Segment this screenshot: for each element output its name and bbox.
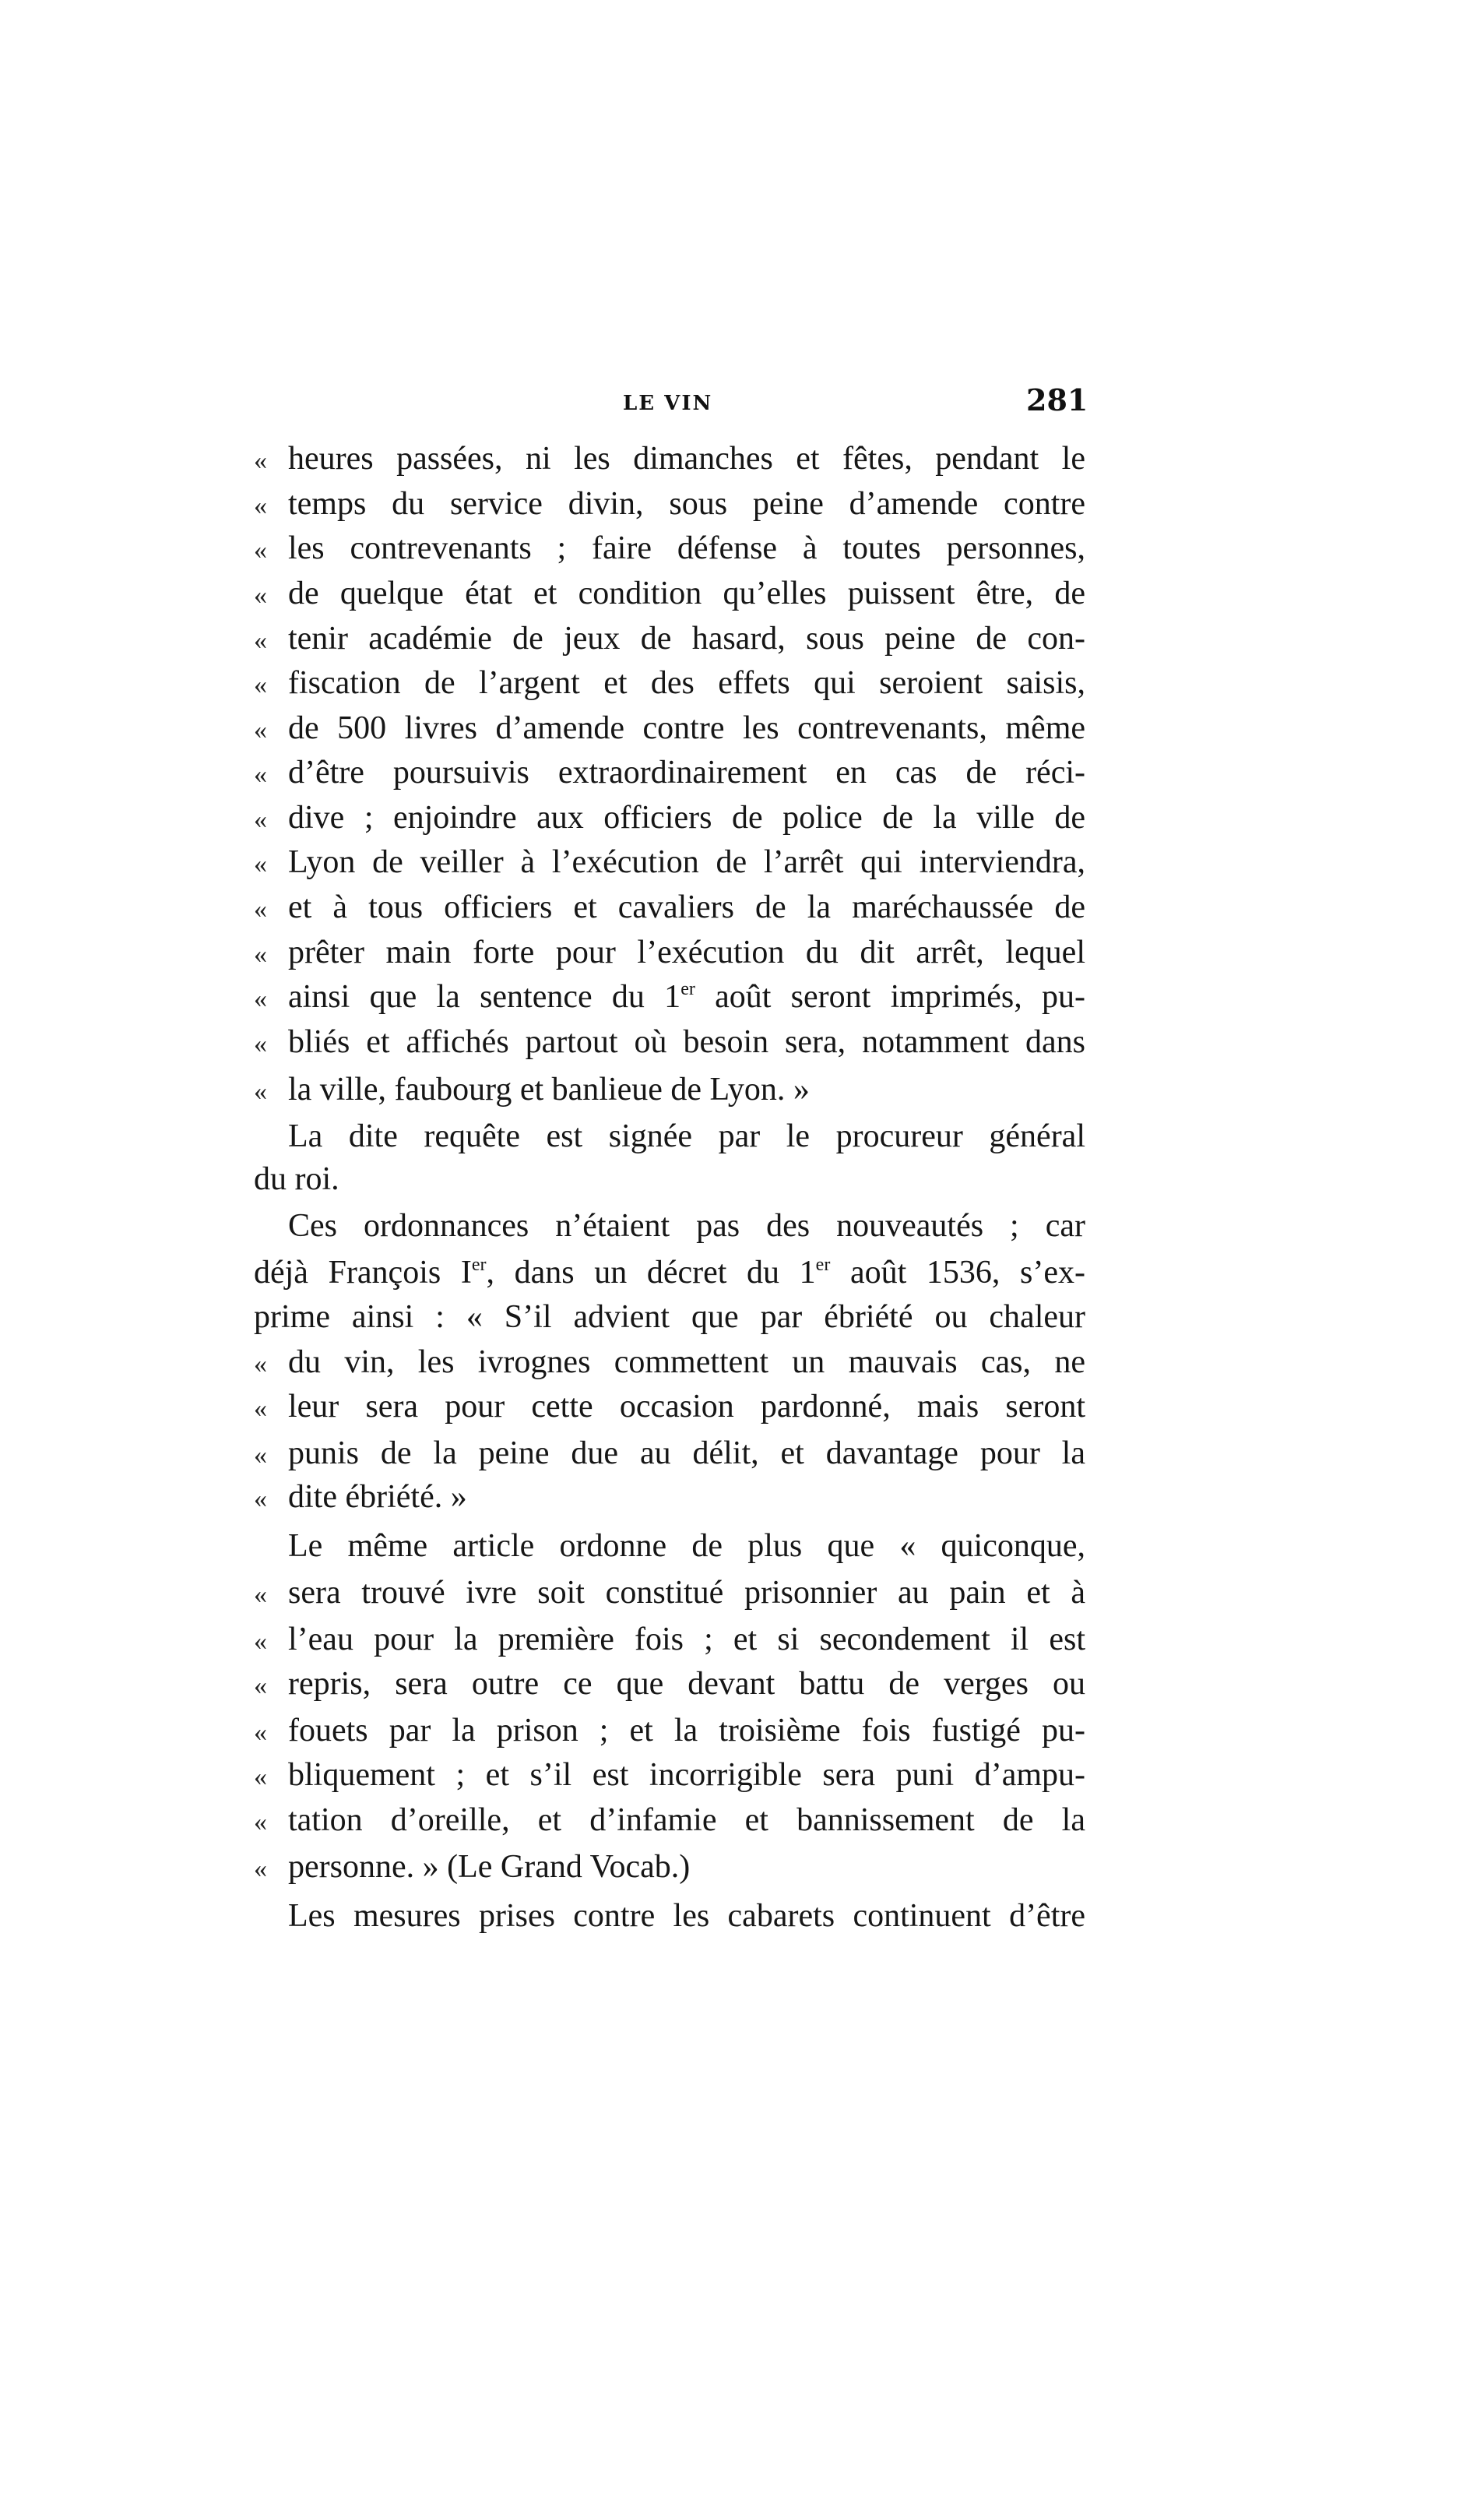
line-text	[254, 1157, 1085, 1202]
quote-marker: «	[254, 1394, 267, 1423]
line-text	[288, 571, 1085, 616]
running-head: LE VIN	[623, 392, 713, 415]
quote-marker: «	[254, 1077, 267, 1106]
quote-marker: «	[254, 716, 267, 745]
line-text	[288, 1708, 1085, 1753]
line-text	[254, 1250, 1085, 1295]
superscript: er	[680, 979, 695, 999]
text-segment: d’être poursuivis extraordinairement en cas de réci-	[288, 755, 1085, 791]
line-text	[288, 1114, 1085, 1159]
quote-marker: «	[254, 581, 267, 610]
text-segment: prêter main forte pour l’exécution du dit arrêt, lequel	[288, 935, 1085, 970]
line-text	[288, 974, 1085, 1020]
line-text	[288, 1431, 1085, 1476]
text-line	[254, 1203, 1085, 1248]
text-line	[254, 974, 1085, 1020]
text-segment: punis de la peine due au délit, et davantage pour la	[288, 1435, 1085, 1471]
text-line	[254, 1250, 1085, 1295]
quote-marker: «	[254, 1808, 267, 1837]
text-segment: dite ébriété. »	[288, 1479, 467, 1515]
text-segment: la ville, faubourg et banlieue de Lyon. »	[288, 1072, 810, 1108]
quote-marker: «	[254, 1854, 267, 1883]
text-line	[254, 571, 1085, 616]
line-text	[254, 1294, 1085, 1340]
quote-marker: «	[254, 760, 267, 789]
quote-marker: «	[254, 491, 267, 520]
page-number: 281	[1026, 382, 1088, 417]
text-line	[254, 1340, 1085, 1385]
line-text	[288, 1067, 1085, 1112]
quote-marker: «	[254, 1763, 267, 1791]
text-line	[254, 1844, 1085, 1889]
line-text	[288, 706, 1085, 751]
line-text	[288, 1844, 1085, 1889]
text-segment: bliquement ; et s’il est incorrigible sera puni d’ampu-	[288, 1757, 1085, 1793]
text-segment: leur sera pour cette occasion pardonné, mais seront	[288, 1389, 1085, 1425]
quote-marker: «	[254, 1580, 267, 1609]
text-line	[254, 1114, 1085, 1159]
text-line	[254, 1570, 1085, 1615]
line-text	[288, 1893, 1085, 1939]
line-text	[288, 1523, 1085, 1569]
text-segment: tation d’oreille, et d’infamie et bannissement de la	[288, 1802, 1085, 1838]
text-line	[254, 436, 1085, 481]
superscript: er	[815, 1255, 831, 1275]
text-line	[254, 840, 1085, 885]
text-line	[254, 1474, 1085, 1520]
text-segment: du vin, les ivrognes commettent un mauvais cas, ne	[288, 1344, 1085, 1380]
quote-marker: «	[254, 1718, 267, 1747]
text-segment: du roi.	[254, 1161, 339, 1197]
text-segment: déjà François I	[254, 1255, 472, 1291]
text-line	[254, 481, 1085, 526]
text-line	[254, 526, 1085, 571]
line-text	[288, 616, 1085, 661]
quote-marker: «	[254, 805, 267, 834]
line-text	[288, 1384, 1085, 1429]
text-segment: de quelque état et condition qu’elles puissent être, de	[288, 576, 1085, 611]
text-segment: , dans un décret du 1	[486, 1255, 816, 1291]
text-line	[254, 1020, 1085, 1065]
line-text	[288, 436, 1085, 481]
text-segment: Lyon de veiller à l’exécution de l’arrêt qui interviendra,	[288, 844, 1085, 880]
text-line	[254, 1384, 1085, 1429]
quote-marker: «	[254, 850, 267, 879]
text-line	[254, 795, 1085, 840]
text-line	[254, 1617, 1085, 1662]
text-segment: et à tous officiers et cavaliers de la maréchaussée de	[288, 889, 1085, 925]
quote-marker: «	[254, 626, 267, 655]
quote-marker: «	[254, 446, 267, 475]
quote-marker: «	[254, 1030, 267, 1058]
text-line	[254, 1431, 1085, 1476]
text-segment: les contrevenants ; faire défense à toutes personnes,	[288, 530, 1085, 566]
line-text	[288, 1570, 1085, 1615]
superscript: er	[471, 1255, 487, 1275]
text-line	[254, 1752, 1085, 1798]
text-line	[254, 1294, 1085, 1340]
text-line	[254, 1157, 1085, 1202]
text-segment: La dite requête est signée par le procureur général	[288, 1118, 1085, 1154]
text-segment: dive ; enjoindre aux officiers de police de la ville de	[288, 800, 1085, 836]
line-text	[288, 1474, 1085, 1520]
quote-marker: «	[254, 1671, 267, 1700]
text-segment: Le même article ordonne de plus que « quiconque,	[288, 1528, 1085, 1564]
text-line	[254, 616, 1085, 661]
line-text	[288, 840, 1085, 885]
quote-marker: «	[254, 671, 267, 699]
line-text	[288, 1661, 1085, 1706]
line-text	[288, 660, 1085, 706]
text-segment: tenir académie de jeux de hasard, sous peine de con-	[288, 621, 1085, 657]
text-segment: sera trouvé ivre soit constitué prisonnier au pain et à	[288, 1575, 1085, 1611]
text-segment: repris, sera outre ce que devant battu de verges ou	[288, 1666, 1085, 1702]
text-line	[254, 1067, 1085, 1112]
quote-marker: «	[254, 984, 267, 1013]
line-text	[288, 930, 1085, 975]
text-segment: personne. » (Le Grand Vocab.)	[288, 1849, 691, 1885]
text-line	[254, 750, 1085, 795]
line-text	[288, 795, 1085, 840]
text-line	[254, 885, 1085, 930]
text-line	[254, 1708, 1085, 1753]
text-segment: Les mesures prises contre les cabarets continuent d’être	[288, 1898, 1085, 1934]
line-text	[288, 1340, 1085, 1385]
text-segment: ainsi que la sentence du 1	[288, 979, 681, 1015]
text-segment: août 1536, s’ex-	[830, 1255, 1085, 1291]
text-line	[254, 1798, 1085, 1843]
line-text	[288, 1203, 1085, 1248]
text-segment: l’eau pour la première fois ; et si secondement il est	[288, 1622, 1085, 1657]
quote-marker: «	[254, 1441, 267, 1470]
line-text	[288, 526, 1085, 571]
text-segment: bliés et affichés partout où besoin sera, notamment dans	[288, 1024, 1085, 1060]
text-line	[254, 1523, 1085, 1569]
quote-marker: «	[254, 895, 267, 924]
line-text	[288, 481, 1085, 526]
text-segment: août seront imprimés, pu-	[695, 979, 1085, 1015]
line-text	[288, 750, 1085, 795]
text-line	[254, 930, 1085, 975]
text-segment: Ces ordonnances n’étaient pas des nouveautés ; car	[288, 1208, 1085, 1244]
quote-marker: «	[254, 1484, 267, 1513]
text-line	[254, 660, 1085, 706]
text-segment: fouets par la prison ; et la troisième fois fustigé pu-	[288, 1713, 1085, 1749]
quote-marker: «	[254, 940, 267, 969]
text-segment: fiscation de l’argent et des effets qui seroient saisis,	[288, 665, 1085, 701]
text-line	[254, 1893, 1085, 1939]
quote-marker: «	[254, 1350, 267, 1379]
quote-marker: «	[254, 1627, 267, 1656]
line-text	[288, 885, 1085, 930]
text-line	[254, 706, 1085, 751]
line-text	[288, 1617, 1085, 1662]
line-text	[288, 1752, 1085, 1798]
quote-marker: «	[254, 536, 267, 565]
text-line	[254, 1661, 1085, 1706]
text-segment: heures passées, ni les dimanches et fêtes, pendant le	[288, 441, 1085, 477]
line-text	[288, 1020, 1085, 1065]
text-segment: de 500 livres d’amende contre les contrevenants, même	[288, 710, 1085, 746]
line-text	[288, 1798, 1085, 1843]
text-segment: prime ainsi : « S’il advient que par ébriété ou chaleur	[254, 1299, 1085, 1335]
text-segment: temps du service divin, sous peine d’amende contre	[288, 486, 1085, 522]
